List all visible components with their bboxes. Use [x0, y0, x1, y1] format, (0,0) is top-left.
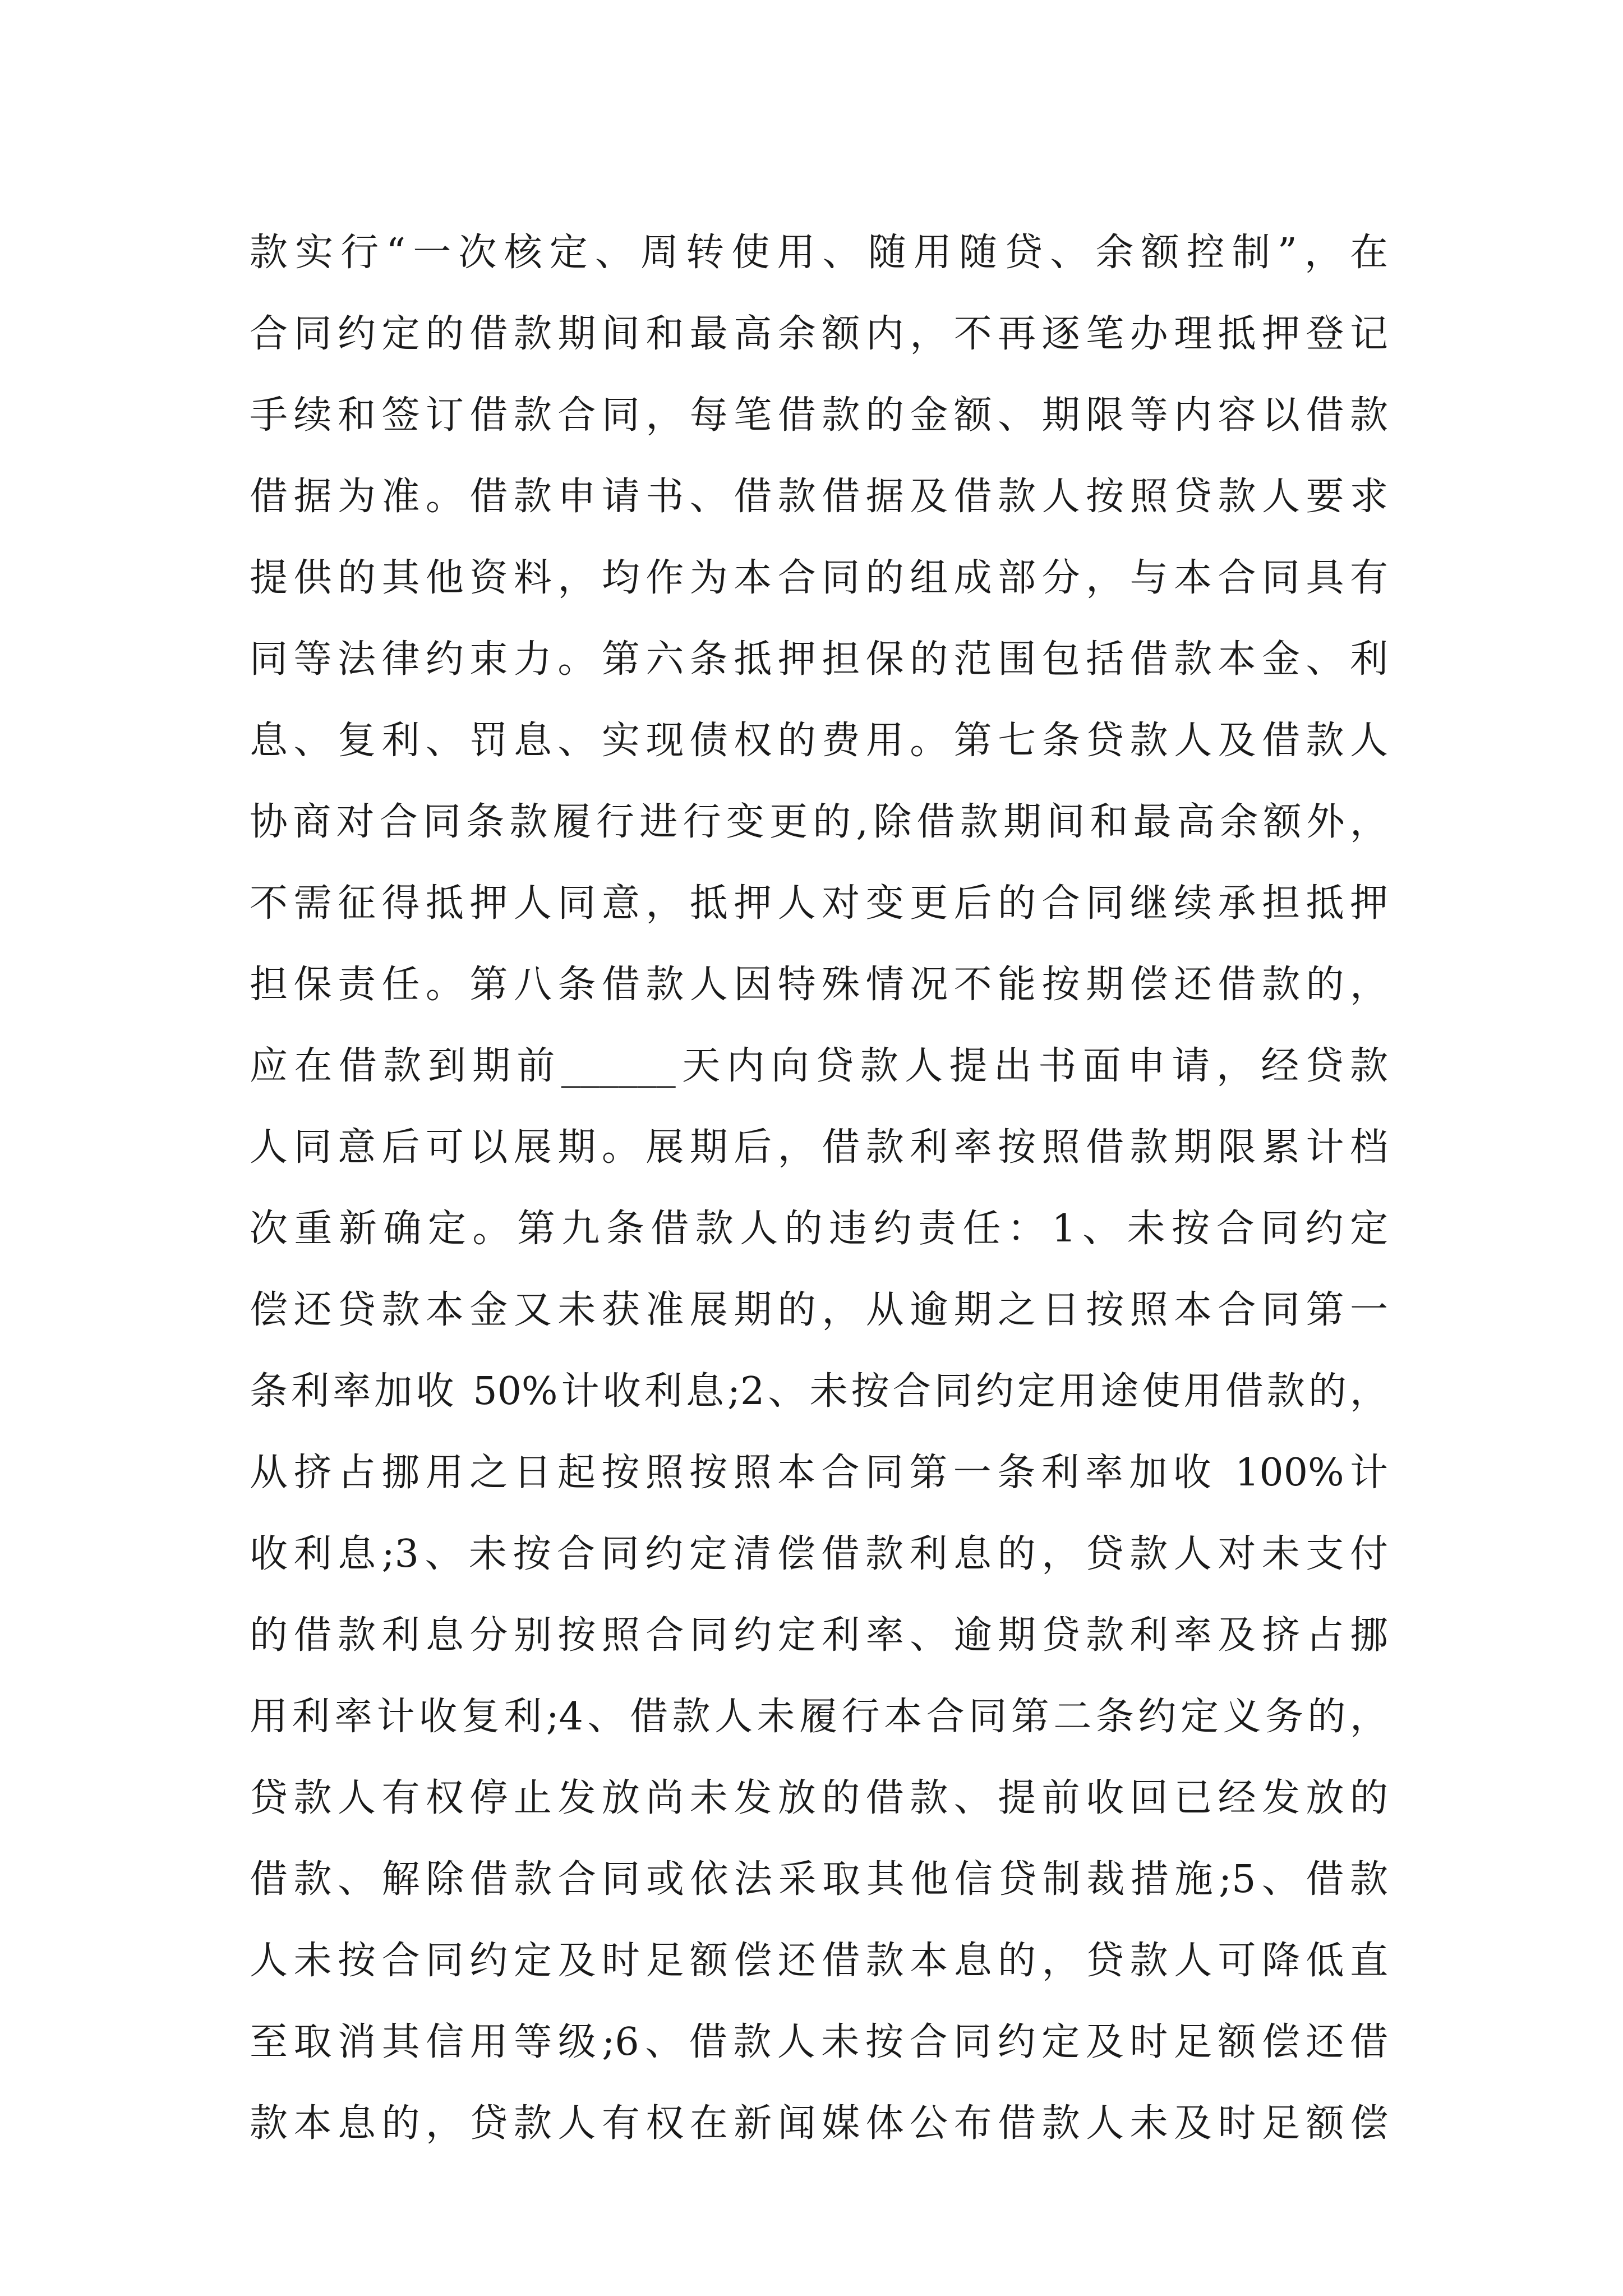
text-line: 同等法律约束力。第六条抵押担保的范围包括借款本金、利	[250, 637, 1388, 682]
text-line: 条利率加收 50%计收利息;2、未按合同约定用途使用借款的，	[250, 1369, 1388, 1414]
text-line: 款本息的，贷款人有权在新闻媒体公布借款人未及时足额偿	[250, 2101, 1388, 2146]
text-line: 合同约定的借款期间和最高余额内，不再逐笔办理抵押登记	[250, 312, 1388, 356]
text-line: 款实行“一次核定、周转使用、随用随贷、余额控制”，在	[250, 231, 1388, 275]
text-line: 次重新确定。第九条借款人的违约责任：1、未按合同约定	[250, 1207, 1388, 1251]
text-line: 偿还贷款本金又未获准展期的，从逾期之日按照本合同第一	[250, 1288, 1388, 1332]
text-line: 提供的其他资料，均作为本合同的组成部分，与本合同具有	[250, 556, 1388, 600]
text-line: 协商对合同条款履行进行变更的,除借款期间和最高余额外，	[250, 800, 1388, 844]
text-line: 人未按合同约定及时足额偿还借款本息的，贷款人可降低直	[250, 1939, 1388, 1983]
contract-body-text	[250, 212, 1388, 2164]
text-line: 手续和签订借款合同，每笔借款的金额、期限等内容以借款	[250, 393, 1388, 438]
text-line: 从挤占挪用之日起按照按照本合同第一条利率加收 100%计	[250, 1451, 1388, 1495]
text-line: 贷款人有权停止发放尚未发放的借款、提前收回已经发放的	[250, 1776, 1388, 1820]
text-line: 人同意后可以展期。展期后，借款利率按照借款期限累计档	[250, 1125, 1388, 1170]
text-line: 收利息;3、未按合同约定清偿借款利息的，贷款人对未支付	[250, 1532, 1388, 1576]
text-line: 担保责任。第八条借款人因特殊情况不能按期偿还借款的，	[250, 963, 1388, 1007]
text-line: 用利率计收复利;4、借款人未履行本合同第二条约定义务的，	[250, 1695, 1388, 1739]
text-line: 借款、解除借款合同或依法采取其他信贷制裁措施;5、借款	[250, 1857, 1388, 1902]
text-line: 息、复利、罚息、实现债权的费用。第七条贷款人及借款人	[250, 719, 1388, 763]
text-line: 的借款利息分别按照合同约定利率、逾期贷款利率及挤占挪	[250, 1613, 1388, 1658]
text-line: 至取消其信用等级;6、借款人未按合同约定及时足额偿还借	[250, 2020, 1388, 2064]
text-line: 应在借款到期前______天内向贷款人提出书面申请，经贷款	[250, 1044, 1388, 1088]
text-line: 借据为准。借款申请书、借款借据及借款人按照贷款人要求	[250, 475, 1388, 519]
text-line: 不需征得抵押人同意，抵押人对变更后的合同继续承担抵押	[250, 881, 1388, 926]
